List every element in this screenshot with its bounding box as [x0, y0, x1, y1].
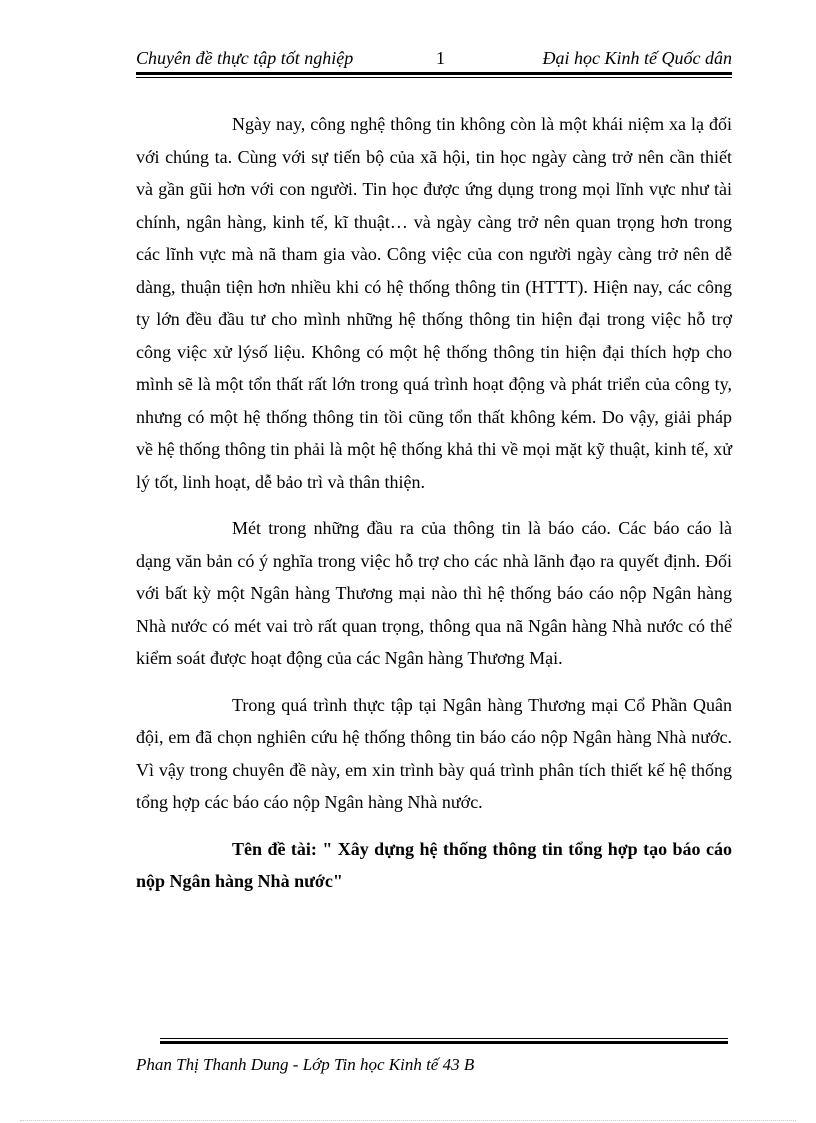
header-rule-thin [136, 77, 732, 78]
paragraph-internship: Trong quá trình thực tập tại Ngân hàng Thương mại Cổ Phần Quân đội, em đã chọn nghiên cứu hệ thống thông tin báo cáo nộp Ngân hàng Nhà nước. Vì vậy trong chuyên đề này, em xin trình bày quá trình phân tích thiết kế hệ thống tổng hợp các báo cáo nộp Ngân hàng Nhà nước. [136, 694, 732, 812]
page-bottom-dotted-line [20, 1120, 796, 1121]
document-body [136, 108, 732, 912]
footer-rule-thin [160, 1038, 728, 1039]
header-course-title: Chuyên đề thực tập tốt nghiệp [136, 48, 354, 68]
header-university: Đại học Kinh tế Quốc dân [542, 48, 732, 68]
paragraph-reports: Mét trong những đầu ra của thông tin là báo cáo. Các báo cáo là dạng văn bản có ý nghĩa trong việc hỗ trợ cho các nhà lãnh đạo ra quyết định. Đối với bất kỳ một Ngân hàng Thương mại nào thì hệ thống báo cáo nộp Ngân hàng Nhà nước có mét vai trò rất quan trọng, thông qua nã Ngân hàng Nhà nước có thể kiểm soát được hoạt động của các Ngân hàng Thương Mại. [136, 518, 732, 668]
topic-title: Tên đề tài: " Xây dựng hệ thống thông tin tổng hợp tạo báo cáo nộp Ngân hàng Nhà nước" [136, 838, 732, 891]
footer-rule-thick [160, 1041, 728, 1044]
page-number: 1 [436, 48, 445, 68]
page-header [136, 46, 732, 72]
paragraph-intro: Ngày nay, công nghệ thông tin không còn là một khái niệm xa lạ đối với chúng ta. Cùng với sự tiến bộ của xã hội, tin học ngày càng trở nên cần thiết và gần gũi hơn với con người. Tin học được ứng dụng trong mọi lĩnh vực như tài chính, ngân hàng, kinh tế, kĩ thuật… và ngày càng trở nên quan trọng hơn trong các lĩnh vực mà nã tham gia vào. Công việc của con người ngày càng trở nên dễ dàng, thuận tiện hơn nhiều khi có hệ thống thông tin (HTTT). Hiện nay, các công ty lớn đều đầu tư cho mình những hệ thống thông tin hiện đại trong việc hỗ trợ công việc xử lýsố liệu. Không có một hệ thống thông tin hiện đại thích hợp cho mình sẽ là một tổn thất rất lớn trong quá trình hoạt động và phát triển của công ty, nhưng có một hệ thống thông tin tồi cũng tổn thất không kém. Do vậy, giải pháp về hệ thống thông tin phải là một hệ thống khả thi về mọi mặt kỹ thuật, kinh tế, xử lý tốt, linh hoạt, dễ bảo trì và thân thiện. [136, 114, 732, 492]
page-footer: Phan Thị Thanh Dung - Lớp Tin học Kinh tế 43 B [136, 1055, 475, 1074]
header-rule-thick [136, 72, 732, 75]
